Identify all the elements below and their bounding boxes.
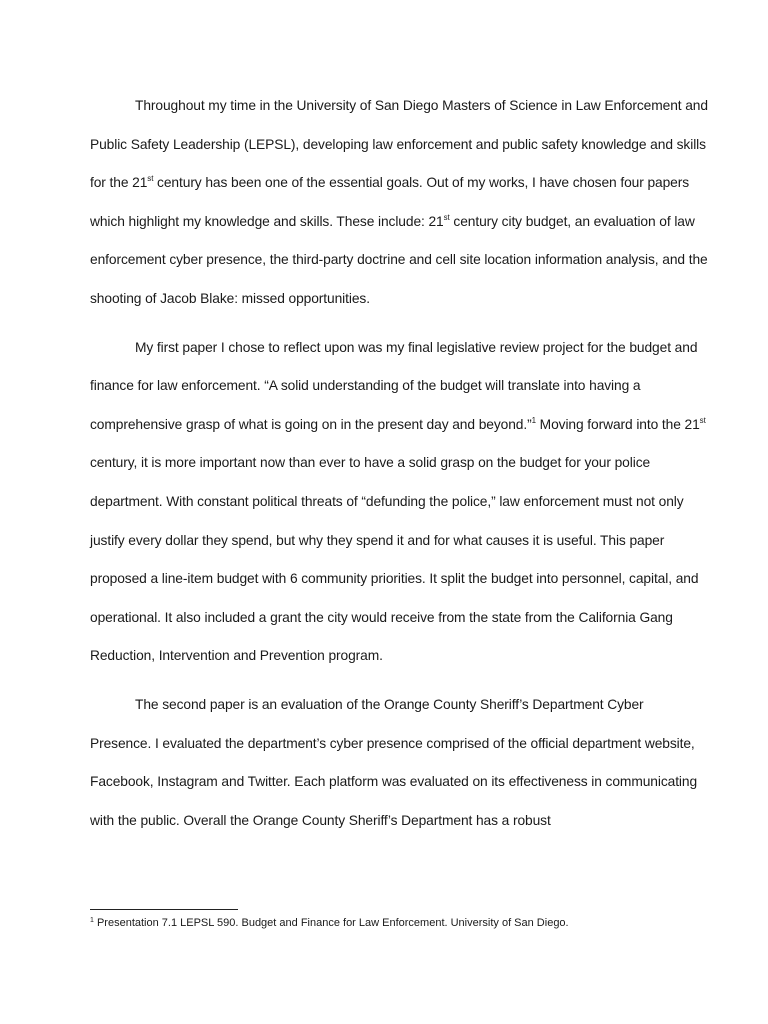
paragraph-text: My first paper I chose to reflect upon was my final legislative review project for the budget and finance for law enforcement. “A solid understanding of the budget will translate into having a comprehensive grasp of what is going on in the present day and beyond.”: [90, 339, 698, 432]
superscript: st: [699, 415, 706, 425]
footnote-separator: [90, 909, 238, 910]
footnote: [90, 915, 569, 931]
superscript: st: [147, 174, 154, 184]
paragraph-text: century city budget, an evaluation of law enforcement cyber presence, the third-party doctrine and cell site location information analysis, and the shooting of Jacob Blake: missed opportunities.: [90, 213, 708, 306]
paragraph-text: The second paper is an evaluation of the Orange County Sheriff’s Department Cyber Presence. I evaluated the department’s cyber presence comprised of the official department website, Facebook, Instagram and Twitter. Each platform was evaluated on its effectiveness in communicating with the public. Overall the Orange County Sheriff’s Department has a robust: [90, 696, 698, 828]
footnote-marker: 1: [90, 917, 94, 924]
paragraph-text: century, it is more important now than ever to have a solid grasp on the budget for your police department. With constant political threats of “defunding the police,” law enforcement must not only justify every dollar they spend, but why they spend it and for what causes it is useful. This paper proposed a line-item budget with 6 community priorities. It split the budget into personnel, capital, and operational. It also included a grant the city would receive from the state from the California Gang Reduction, Intervention and Prevention program.: [90, 455, 699, 664]
footnote-text: Presentation 7.1 LEPSL 590. Budget and Finance for Law Enforcement. University of San Diego.: [93, 917, 569, 929]
paragraph-2: [90, 329, 708, 676]
paragraph-text: century has been one of the essential goals. Out of my works, I have chosen four papers which highlight my knowledge and skills. These include: 21: [90, 175, 690, 229]
paragraph-text: Throughout my time in the University of San Diego Masters of Science in Law Enforcement and Public Safety Leadership (LEPSL), developing law enforcement and public safety knowledge and skills for the 21: [90, 98, 708, 191]
paragraph-text: Moving forward into the 21: [535, 416, 700, 432]
paragraph-3: [90, 686, 708, 840]
superscript: 1: [531, 415, 536, 425]
paragraph-1: [90, 87, 708, 319]
superscript: st: [443, 212, 450, 222]
